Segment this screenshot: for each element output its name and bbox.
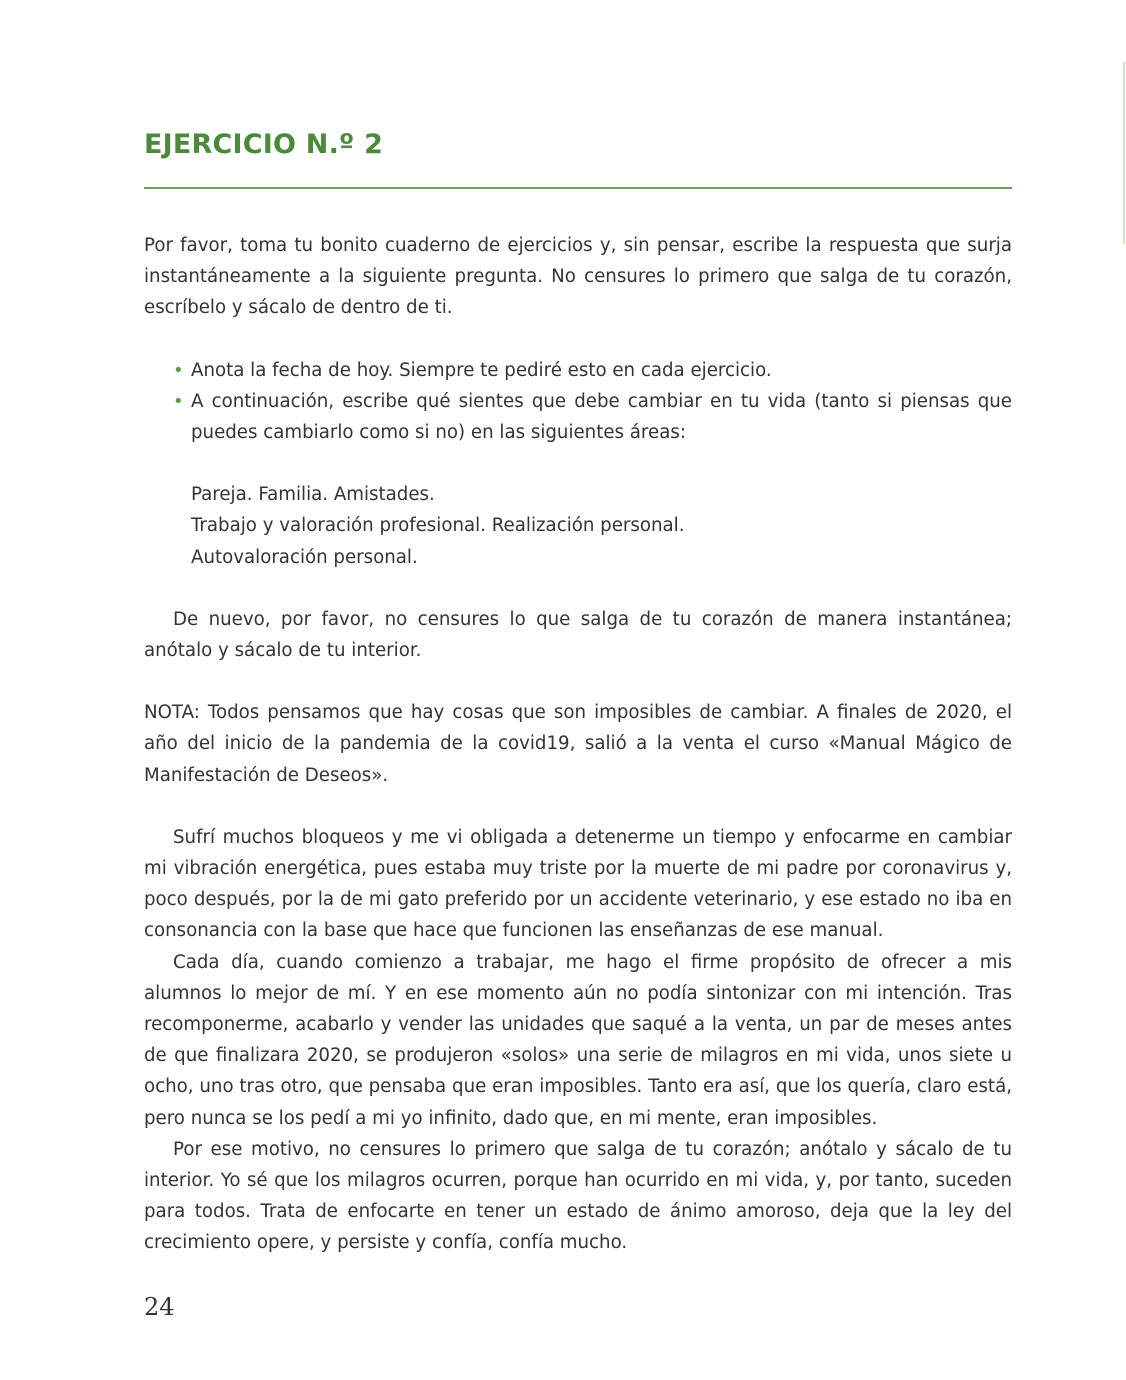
bullet-icon: • (173, 359, 184, 381)
life-areas (144, 479, 1012, 573)
exercise-title: EJERCICIO N.º 2 (144, 129, 384, 160)
area-line: Autovaloración personal. (191, 546, 418, 568)
note-paragraph: NOTA: Todos pensamos que hay cosas que son imposibles de cambiar. A finales de 2020, el año del inicio de la pandemia de la covid19, salió a la venta el curso «Manual Mágico de Manifestación de Deseos». (144, 702, 1012, 786)
story-paragraph: Cada día, cuando comienzo a trabajar, me hago el firme propósito de ofrecer a mis alumnos lo mejor de mí. Y en ese momento aún no podía sintonizar con mi intención. Tras recomponerme, acabarlo y vender las unidades que saqué a la venta, un par de meses antes de que finalizara 2020, se produjeron «solos» una serie de milagros en mi vida, unos siete u ocho, uno tras otro, que pensaba que eran imposibles. Tanto era así, que los quería, claro está, pero nunca se los pedí a mi yo infinito, dado que, en mi mente, eran imposibles. (144, 951, 1012, 1129)
list-item (144, 386, 1012, 448)
list-item-text: Anota la fecha de hoy. Siempre te pediré esto en cada ejercicio. (191, 359, 772, 381)
bullet-icon: • (173, 390, 184, 412)
instruction-list (144, 355, 1012, 449)
area-line: Pareja. Familia. Amistades. (191, 484, 435, 506)
closing-paragraph: Por ese motivo, no censures lo primero que salga de tu corazón; anótalo y sácalo de tu interior. Yo sé que los milagros ocurren, porque han ocurrido en mi vida, y, por tanto, suceden para todos. Trata de enfocarte en tener un estado de ánimo amoroso, deja que la ley del crecimiento opere, y persiste y confía, confía mucho. (144, 1138, 1012, 1254)
intro-paragraph: Por favor, toma tu bonito cuaderno de ejercicios y, sin pensar, escribe la respuesta que surja instantáneamente a la siguiente pregunta. No censures lo primero que salga de tu corazón, escríbelo y sácalo de dentro de ti. (144, 235, 1012, 319)
story-paragraph: Sufrí muchos bloqueos y me vi obligada a detenerme un tiempo y enfocarme en cambiar mi vibración energética, pues estaba muy triste por la muerte de mi padre por coronavirus y, poco después, por la de mi gato preferido por un accidente veterinario, y ese estado no iba en consonancia con la base que hace que funcionen las enseñanzas de ese manual. (144, 826, 1012, 942)
area-line: Trabajo y valoración profesional. Realización personal. (191, 515, 685, 537)
title-divider (144, 187, 1012, 189)
list-item-text: A continuación, escribe qué sientes que debe cambiar en tu vida (tanto si piensas que puedes cambiarlo como si no) en las siguientes áreas: (191, 390, 1012, 444)
list-item (144, 355, 1012, 386)
page-body (144, 230, 1012, 1259)
page-number: 24 (144, 1293, 175, 1321)
page-edge-line (1123, 62, 1125, 244)
reminder-paragraph: De nuevo, por favor, no censures lo que salga de tu corazón de manera instantánea; anótalo y sácalo de tu interior. (144, 608, 1012, 662)
